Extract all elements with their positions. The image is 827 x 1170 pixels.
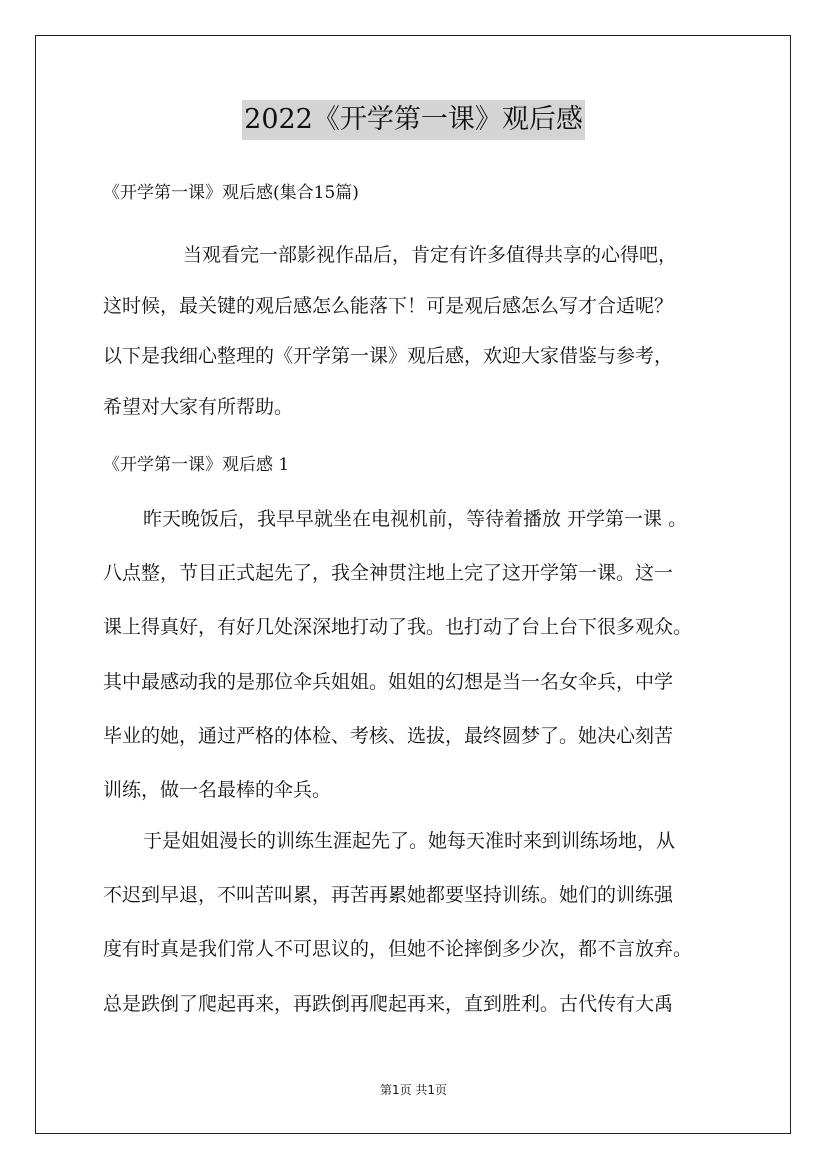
document-title-text: 2022《开学第一课》观后感 xyxy=(242,100,585,140)
paragraph-line: 度有时真是我们常人不可思议的，但她不论摔倒多少次，都不言放弃。 xyxy=(103,938,693,961)
paragraph-line: 训练，做一名最棒的伞兵。 xyxy=(103,779,332,802)
intro-line: 希望对大家有所帮助。 xyxy=(103,395,294,418)
document-title xyxy=(0,100,827,140)
paragraph-line: 总是跌倒了爬起再来，再跌倒再爬起再来，直到胜利。古代传有大禹 xyxy=(103,992,674,1015)
body-paragraph-1 xyxy=(103,492,743,817)
intro-line: 当观看完一部影视作品后，肯定有许多值得共享的心得吧， xyxy=(183,244,678,266)
paragraph-line: 不迟到早退，不叫苦叫累，再苦再累她都要坚持训练。她们的训练强 xyxy=(103,884,674,907)
paragraph-line: 昨天晚饭后，我早早就坐在电视机前，等待着播放 开学第一课 。 xyxy=(143,508,688,530)
document-subtitle: 《开学第一课》观后感(集合15篇) xyxy=(103,183,359,203)
paragraph-line: 于是姐姐漫长的训练生涯起先了。她每天准时来到训练场地，从 xyxy=(143,830,676,852)
paragraph-line: 毕业的她，通过严格的体检、考核、选拔，最终圆梦了。她决心刻苦 xyxy=(103,724,674,747)
paragraph-line: 课上得真好，有好几处深深地打动了我。也打动了台上台下很多观众。 xyxy=(103,616,693,639)
page-footer: 第1页 共1页 xyxy=(379,1083,448,1097)
body-paragraph-2 xyxy=(103,814,743,1031)
intro-line: 以下是我细心整理的《开学第一课》观后感，欢迎大家借鉴与参考， xyxy=(103,345,674,367)
intro-line: 这时候，最关键的观后感怎么能落下！可是观后感怎么写才合适呢？ xyxy=(103,294,674,317)
section-heading: 《开学第一课》观后感 1 xyxy=(103,455,290,475)
intro-paragraph xyxy=(103,230,743,432)
paragraph-line: 其中最感动我的是那位伞兵姐姐。姐姐的幻想是当一名女伞兵，中学 xyxy=(103,670,674,693)
paragraph-line: 八点整，节目正式起先了，我全神贯注地上完了这开学第一课。这一 xyxy=(103,562,674,585)
